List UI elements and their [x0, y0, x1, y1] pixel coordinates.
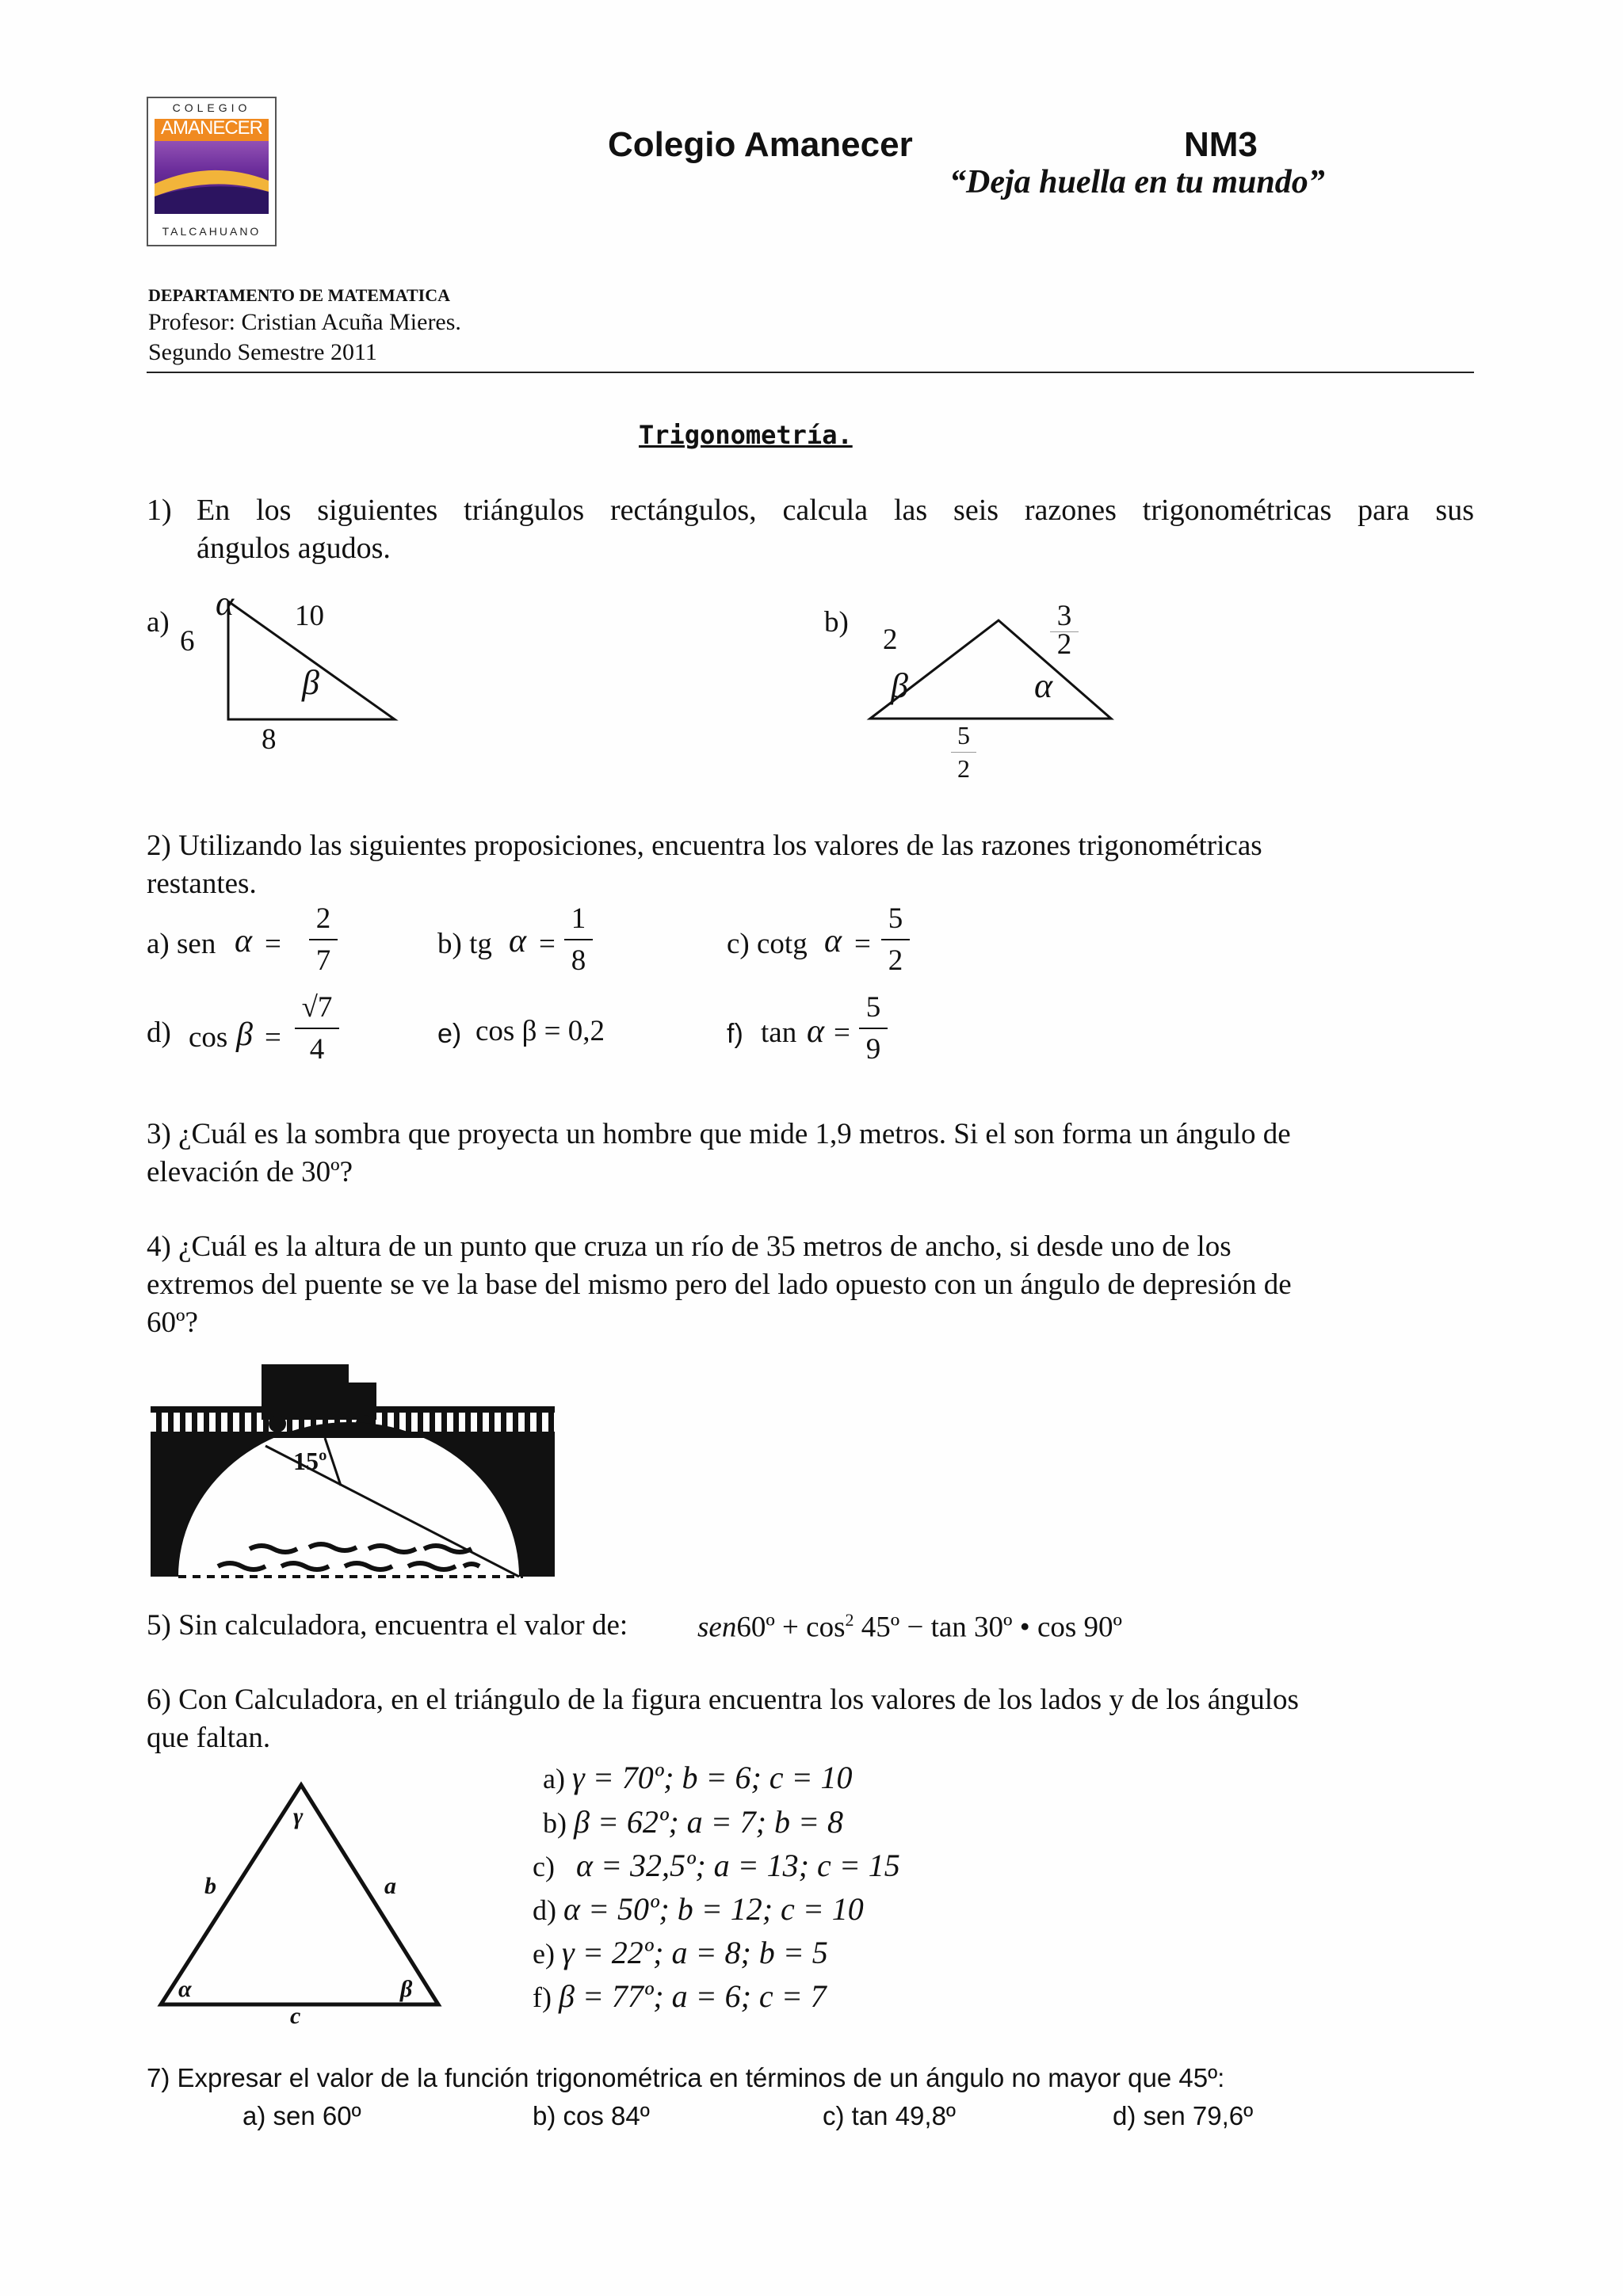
q2b-fraction [564, 902, 593, 978]
railing-post [251, 1411, 257, 1433]
q2e-expr: cos β = 0,2 [475, 1015, 605, 1047]
q2-text-line2: restantes. [147, 868, 257, 900]
railing-post [548, 1411, 554, 1433]
course-level: NM3 [1184, 125, 1258, 164]
header-divider [147, 372, 1474, 373]
railing-post [477, 1411, 483, 1433]
q1b-side-bottom-num: 5 [957, 721, 970, 749]
q2f-eq: = [834, 1016, 850, 1049]
q7-item: a) sen 60º [242, 2101, 361, 2130]
railing-post [537, 1411, 542, 1433]
q6-side-a: a [384, 1873, 396, 1899]
q1a-label: a) [147, 606, 170, 639]
logo-name-text: AMANECER [160, 117, 263, 139]
q6-item-label: f) [533, 1981, 552, 2013]
railing-post [227, 1411, 233, 1433]
q1b-side-right-num: 3 [1056, 600, 1072, 632]
q2c-var: α [824, 923, 842, 959]
q2a-den: 7 [315, 944, 331, 977]
bridge-illustration [147, 1359, 559, 1581]
railing-post [406, 1411, 411, 1433]
q6-item-label: c) [533, 1851, 555, 1882]
q6-item-expr: β = 62º; a = 7; b = 8 [574, 1804, 843, 1840]
q2f-num: 5 [865, 991, 881, 1024]
q6-item [543, 1803, 843, 1840]
q2f-den: 9 [865, 1033, 881, 1066]
q7-item: c) tan 49,8º [823, 2101, 956, 2130]
railing-post [525, 1411, 530, 1433]
q1a-side-left: 6 [180, 625, 195, 658]
q2b-var: α [509, 923, 527, 959]
q1a-side-bottom: 8 [262, 723, 277, 756]
q1a-beta: β [302, 663, 319, 702]
logo-bottom-text: TALCAHUANO [162, 225, 262, 238]
railing-post [501, 1411, 506, 1433]
railing-post [453, 1411, 459, 1433]
bridge-angle-label: 15º [293, 1447, 327, 1475]
q1-text-line1: En los siguientes triángulos rectángulos, calcula las seis razones trigonométricas para sus [197, 494, 1474, 527]
railing-post [287, 1411, 292, 1433]
q2d-label: d) [147, 1016, 171, 1049]
q2c-label: c) cotg [727, 928, 808, 960]
department-label: DEPARTAMENTO DE MATEMATICA [148, 285, 450, 305]
q6-gamma: γ [293, 1803, 304, 1829]
q2d-num: √7 [301, 991, 333, 1024]
railing-post [168, 1411, 174, 1433]
q2d-eq: = [265, 1021, 281, 1054]
q2b-num: 1 [571, 902, 586, 935]
q1a-alpha: α [216, 584, 235, 623]
railing-post [156, 1411, 162, 1433]
q2c-den: 2 [888, 944, 903, 977]
q6-line2: que faltan. [147, 1722, 271, 1754]
railing-post [216, 1411, 221, 1433]
q1a-side-hyp: 10 [295, 600, 324, 632]
school-motto: “Deja huella en tu mundo” [949, 164, 1325, 200]
railing-post [430, 1411, 435, 1433]
q6-item-expr: γ = 22º; a = 8; b = 5 [561, 1935, 828, 1970]
q6-item [533, 1934, 828, 1971]
q2a-var: α [235, 923, 253, 959]
q5-expr-part2: 45º − tan 30º • cos 90º [854, 1611, 1123, 1644]
q2c-num: 5 [888, 902, 903, 935]
logo-top-text: COLEGIO [172, 101, 251, 114]
q6-line1: 6) Con Calculadora, en el triángulo de la figura encuentra los valores de los lados y de los ángulos [147, 1684, 1299, 1716]
q1b-side-bottom-den: 2 [957, 754, 970, 783]
q3-line1: 3) ¿Cuál es la sombra que proyecta un hombre que mide 1,9 metros. Si el son forma un ángulo de [147, 1118, 1291, 1150]
q5-expr-sup: 2 [845, 1610, 854, 1630]
q6-item-label: d) [533, 1894, 556, 1926]
fraction-bar [881, 939, 910, 940]
q1b-side-bottom [951, 721, 976, 784]
q2d-den: 4 [309, 1033, 325, 1066]
q2f-var: α [807, 1013, 825, 1050]
fraction-bar [859, 1028, 888, 1029]
q1b-beta: β [891, 666, 908, 705]
q6-item-expr: γ = 70º; b = 6; c = 10 [571, 1760, 853, 1795]
q5-expr-part1: 60º + cos [736, 1611, 846, 1644]
q2a-fraction [309, 902, 338, 978]
railing-post [180, 1411, 185, 1433]
q2a-label: a) sen [147, 928, 216, 960]
q6-side-c: c [290, 2003, 301, 2029]
q1-number: 1) [147, 494, 172, 527]
semester-label: Segundo Semestre 2011 [148, 339, 377, 365]
railing-post [263, 1411, 269, 1433]
school-logo [147, 97, 277, 246]
q2a-eq: = [265, 928, 281, 960]
q1-text-line2: ángulos agudos. [197, 532, 391, 565]
q6-item [533, 1978, 827, 2015]
q5-expression [697, 1610, 1122, 1644]
q2d-var: β [236, 1016, 253, 1053]
q2f-label: f) [727, 1019, 743, 1049]
q6-side-b: b [204, 1873, 216, 1899]
q6-item [533, 1847, 900, 1884]
fraction-bar [951, 752, 976, 753]
railing-post [275, 1411, 281, 1433]
railing-post [418, 1411, 423, 1433]
q6-item [533, 1890, 864, 1928]
page-title: Trigonometría. [639, 420, 853, 450]
q2c-eq: = [854, 928, 871, 960]
q6-item-expr: α = 32,5º; a = 13; c = 15 [575, 1848, 900, 1883]
railing-post [489, 1411, 495, 1433]
q2b-den: 8 [571, 944, 586, 977]
q2e-label: e) [437, 1019, 462, 1049]
q6-item-expr: α = 50º; b = 12; c = 10 [563, 1891, 864, 1927]
q7-item: d) sen 79,6º [1113, 2101, 1254, 2130]
q1b-label: b) [824, 606, 849, 639]
railing-post [192, 1411, 197, 1433]
q4-line2: extremos del puente se ve la base del mismo pero del lado opuesto con un ángulo de depresión de [147, 1268, 1292, 1301]
q6-item-label: a) [543, 1763, 565, 1794]
q5-expr-sen: sen [697, 1611, 737, 1644]
q3-line2: elevación de 30º? [147, 1156, 353, 1188]
q2d-fn: cos [189, 1021, 228, 1054]
q6-item-label: b) [543, 1807, 567, 1839]
q2d-fraction [295, 990, 339, 1066]
q7-item: b) cos 84º [533, 2101, 650, 2130]
q2b-eq: = [539, 928, 556, 960]
q6-beta: β [400, 1976, 413, 2002]
q2-text-line1: 2) Utilizando las siguientes proposiciones, encuentra los valores de las razones trigonométricas [147, 830, 1262, 862]
fraction-bar [295, 1028, 339, 1029]
teacher-name: Profesor: Cristian Acuña Mieres. [148, 309, 461, 335]
q1b-side-right-den: 2 [1056, 628, 1072, 661]
q6-item [543, 1759, 853, 1796]
fraction-bar [564, 939, 593, 940]
school-name: Colegio Amanecer [608, 125, 913, 164]
railing-post [441, 1411, 447, 1433]
q6-item-expr: β = 77º; a = 6; c = 7 [558, 1978, 827, 2014]
q2f-fraction [859, 990, 888, 1066]
q4-line1: 4) ¿Cuál es la altura de un punto que cruza un río de 35 metros de ancho, si desde uno de los [147, 1230, 1232, 1263]
q6-item-label: e) [533, 1938, 555, 1970]
railing-post [239, 1411, 245, 1433]
railing-post [513, 1411, 518, 1433]
q6-alpha: α [178, 1976, 192, 2002]
q5-text: 5) Sin calculadora, encuentra el valor de: [147, 1609, 628, 1642]
q1b-alpha: α [1034, 666, 1053, 705]
q2f-fn: tan [761, 1016, 797, 1049]
q2b-label: b) tg [437, 928, 492, 960]
railing-post [465, 1411, 471, 1433]
railing-post [204, 1411, 209, 1433]
q2a-num: 2 [315, 902, 331, 935]
q1b-side-left: 2 [883, 624, 898, 656]
q1b-side-right [1050, 599, 1079, 662]
q2c-fraction [881, 902, 910, 978]
q4-line3: 60º? [147, 1306, 198, 1339]
fraction-bar [309, 939, 338, 940]
q7-text: 7) Expresar el valor de la función trigonométrica en términos de un ángulo no mayor que 45º: [147, 2063, 1225, 2092]
